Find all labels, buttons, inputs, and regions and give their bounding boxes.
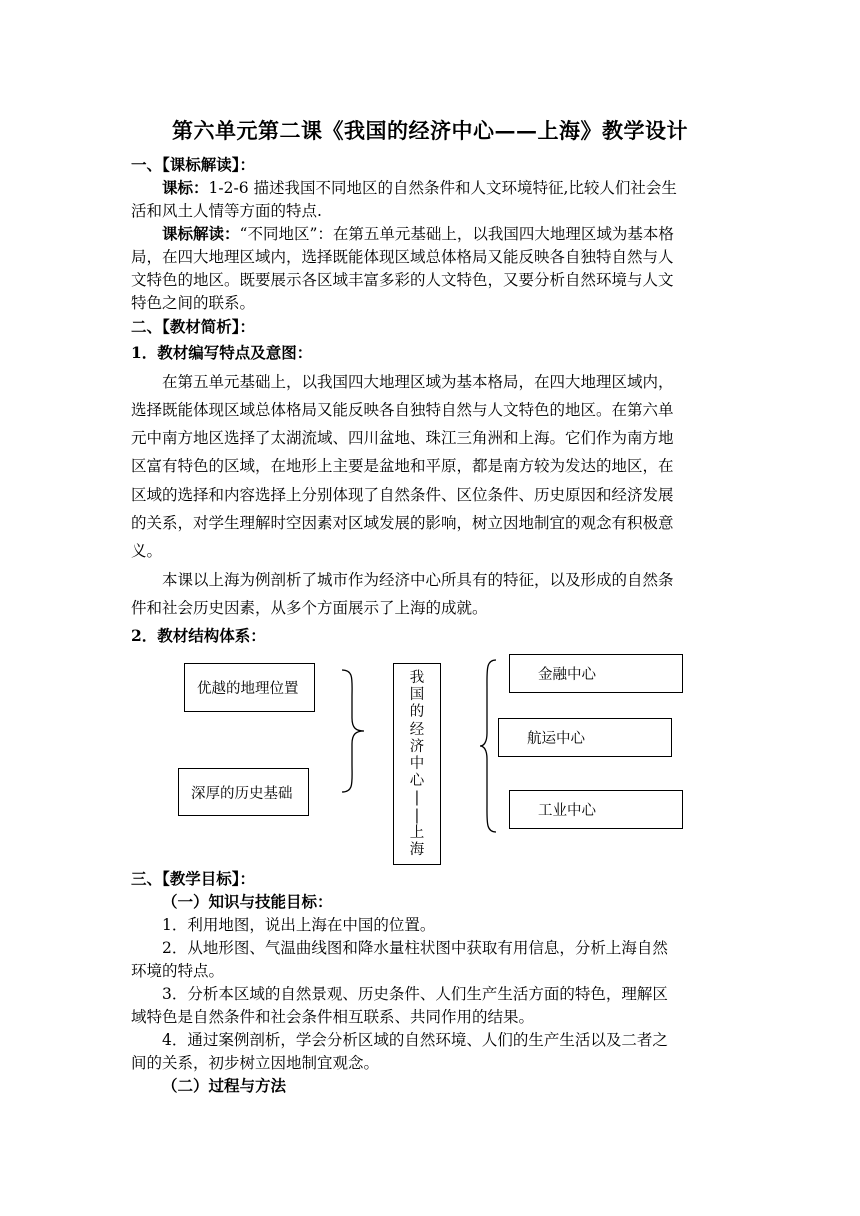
para1-line-6: 的关系，对学生理解时空因素对区域发展的影响，树立因地制宜的观念有积极意 xyxy=(131,514,674,532)
objective-4-line-1: 4．通过案例剖析，学会分析区域的自然环境、人们的生产生活以及二者之 xyxy=(162,1031,668,1049)
objective-2-line-2: 环境的特点。 xyxy=(131,962,225,980)
diagram-center-box xyxy=(393,663,441,865)
subheading-process: （二）过程与方法 xyxy=(162,1076,287,1095)
center-char: 心 xyxy=(409,773,425,790)
center-char: 中 xyxy=(409,756,425,773)
para2-line-1: 本课以上海为例剖析了城市作为经济中心所具有的特征，以及形成的自然条 xyxy=(162,571,674,589)
para1-line-1: 在第五单元基础上，以我国四大地理区域为基本格局，在四大地理区域内， xyxy=(162,373,674,391)
subheading-features: 1．教材编写特点及意图： xyxy=(131,343,313,362)
interp-text-1: “不同地区”：在第五单元基础上，以我国四大地理区域为基本格 xyxy=(239,225,674,243)
center-char: 的 xyxy=(409,704,425,721)
center-char: | xyxy=(414,790,420,807)
interp-line-3: 文特色的地区。既要展示各区域丰富多彩的人文特色，又要分析自然环境与人文 xyxy=(131,271,674,289)
right-brace-icon xyxy=(340,668,370,794)
para1-line-3: 元中南方地区选择了太湖流域、四川盆地、珠江三角洲和上海。它们作为南方地 xyxy=(131,429,674,447)
diagram-box-shipping: 航运中心 xyxy=(498,718,672,757)
section-heading-standards: 一、【课标解读】： xyxy=(131,155,256,174)
standard-line xyxy=(162,176,677,198)
subheading-structure: 2．教材结构体系： xyxy=(131,626,266,645)
diagram-box-industry: 工业中心 xyxy=(509,790,683,829)
standard-text-cont: 活和风土人情等方面的特点. xyxy=(131,202,322,220)
para1-line-4: 区富有特色的区域，在地形上主要是盆地和平原，都是南方较为发达的地区，在 xyxy=(131,457,674,475)
subheading-knowledge: （一）知识与技能目标： xyxy=(162,892,333,911)
standard-label: 课标： xyxy=(162,178,209,197)
page-title: 第六单元第二课《我国的经济中心——上海》教学设计 xyxy=(172,118,688,143)
objective-3-line-1: 3．分析本区域的自然景观、历史条件、人们生产生活方面的特色，理解区 xyxy=(162,985,668,1003)
diagram-box-history: 深厚的历史基础 xyxy=(178,768,309,816)
objective-3-line-2: 域特色是自然条件和社会条件相互联系、共同作用的结果。 xyxy=(131,1008,535,1026)
center-char: 经 xyxy=(409,721,425,738)
center-char: 国 xyxy=(409,687,425,704)
para1-line-2: 选择既能体现区域总体格局又能反映各自独特自然与人文特色的地区。在第六单 xyxy=(131,401,674,419)
para1-line-7: 义。 xyxy=(131,542,163,560)
diagram-box-location: 优越的地理位置 xyxy=(184,663,315,712)
interp-line-1 xyxy=(162,222,674,244)
objective-2-line-1: 2．从地形图、气温曲线图和降水量柱状图中获取有用信息，分析上海自然 xyxy=(162,939,668,957)
para1-line-5: 区域的选择和内容选择上分别体现了自然条件、区位条件、历史原因和经济发展 xyxy=(131,486,674,504)
center-char: 上 xyxy=(409,824,425,841)
interp-label: 课标解读： xyxy=(162,224,240,243)
center-char: 我 xyxy=(409,670,425,686)
section-heading-textbook: 二、【教材简析】： xyxy=(131,317,256,336)
section-heading-objectives: 三、【教学目标】： xyxy=(131,869,256,888)
standard-text: 1-2-6 描述我国不同地区的自然条件和人文环境特征,比较人们社会生 xyxy=(208,179,677,197)
center-char: 海 xyxy=(409,842,425,859)
left-brace-icon xyxy=(478,658,498,834)
interp-line-2: 局，在四大地理区域内，选择既能体现区域总体格局又能反映各自独特自然与人 xyxy=(131,248,674,266)
center-char: 济 xyxy=(409,738,425,755)
objective-1: 1．利用地图，说出上海在中国的位置。 xyxy=(162,916,436,934)
objective-4-line-2: 间的关系，初步树立因地制宜观念。 xyxy=(131,1054,380,1072)
diagram-box-finance: 金融中心 xyxy=(509,654,683,693)
para2-line-2: 件和社会历史因素，从多个方面展示了上海的成就。 xyxy=(131,599,488,617)
interp-line-4: 特色之间的联系。 xyxy=(131,294,256,312)
center-char: | xyxy=(414,807,420,824)
